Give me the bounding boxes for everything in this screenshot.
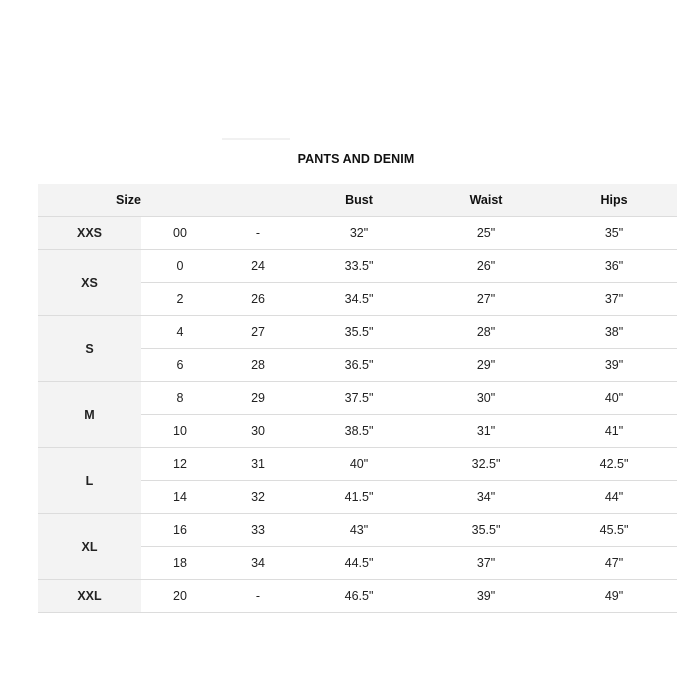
waist-inch-size: 27 (219, 316, 297, 349)
waist-value: 35.5" (421, 514, 551, 547)
header-hips: Hips (551, 184, 677, 217)
waist-value: 29" (421, 349, 551, 382)
waist-inch-size: - (219, 217, 297, 250)
table-row (38, 448, 677, 481)
waist-value: 28" (421, 316, 551, 349)
decorative-divider (222, 138, 290, 140)
waist-value: 31" (421, 415, 551, 448)
numeric-size: 20 (141, 580, 219, 613)
numeric-size: 18 (141, 547, 219, 580)
numeric-size: 2 (141, 283, 219, 316)
size-label: XS (38, 250, 141, 316)
bust-value: 46.5" (297, 580, 421, 613)
waist-inch-size: 29 (219, 382, 297, 415)
waist-inch-size: 31 (219, 448, 297, 481)
waist-value: 30" (421, 382, 551, 415)
waist-inch-size: 24 (219, 250, 297, 283)
hips-value: 45.5" (551, 514, 677, 547)
waist-value: 26" (421, 250, 551, 283)
table-row (38, 250, 677, 283)
numeric-size: 12 (141, 448, 219, 481)
size-label: XL (38, 514, 141, 580)
hips-value: 36" (551, 250, 677, 283)
bust-value: 41.5" (297, 481, 421, 514)
waist-inch-size: 34 (219, 547, 297, 580)
waist-value: 25" (421, 217, 551, 250)
waist-inch-size: 32 (219, 481, 297, 514)
bust-value: 43" (297, 514, 421, 547)
numeric-size: 16 (141, 514, 219, 547)
hips-value: 41" (551, 415, 677, 448)
size-chart-table (38, 184, 677, 613)
bust-value: 40" (297, 448, 421, 481)
numeric-size: 14 (141, 481, 219, 514)
waist-inch-size: 33 (219, 514, 297, 547)
waist-inch-size: 28 (219, 349, 297, 382)
hips-value: 39" (551, 349, 677, 382)
size-label: XXL (38, 580, 141, 613)
numeric-size: 8 (141, 382, 219, 415)
bust-value: 36.5" (297, 349, 421, 382)
waist-inch-size: 26 (219, 283, 297, 316)
waist-value: 32.5" (421, 448, 551, 481)
numeric-size: 0 (141, 250, 219, 283)
bust-value: 32" (297, 217, 421, 250)
numeric-size: 4 (141, 316, 219, 349)
size-label: L (38, 448, 141, 514)
table-row (38, 382, 677, 415)
bust-value: 35.5" (297, 316, 421, 349)
hips-value: 40" (551, 382, 677, 415)
size-label: S (38, 316, 141, 382)
hips-value: 35" (551, 217, 677, 250)
size-label: M (38, 382, 141, 448)
numeric-size: 00 (141, 217, 219, 250)
numeric-size: 10 (141, 415, 219, 448)
bust-value: 33.5" (297, 250, 421, 283)
bust-value: 38.5" (297, 415, 421, 448)
waist-value: 27" (421, 283, 551, 316)
waist-value: 34" (421, 481, 551, 514)
hips-value: 47" (551, 547, 677, 580)
page-title: PANTS AND DENIM (297, 152, 415, 166)
bust-value: 37.5" (297, 382, 421, 415)
header-blank (219, 184, 297, 217)
waist-inch-size: - (219, 580, 297, 613)
header-size: Size (38, 184, 219, 217)
bust-value: 34.5" (297, 283, 421, 316)
waist-value: 37" (421, 547, 551, 580)
header-waist: Waist (421, 184, 551, 217)
table-header-row (38, 184, 677, 217)
header-bust: Bust (297, 184, 421, 217)
bust-value: 44.5" (297, 547, 421, 580)
size-label: XXS (38, 217, 141, 250)
waist-inch-size: 30 (219, 415, 297, 448)
table-row (38, 514, 677, 547)
numeric-size: 6 (141, 349, 219, 382)
hips-value: 37" (551, 283, 677, 316)
table-row (38, 217, 677, 250)
waist-value: 39" (421, 580, 551, 613)
hips-value: 49" (551, 580, 677, 613)
hips-value: 38" (551, 316, 677, 349)
hips-value: 44" (551, 481, 677, 514)
hips-value: 42.5" (551, 448, 677, 481)
table-row (38, 316, 677, 349)
table-row (38, 580, 677, 613)
